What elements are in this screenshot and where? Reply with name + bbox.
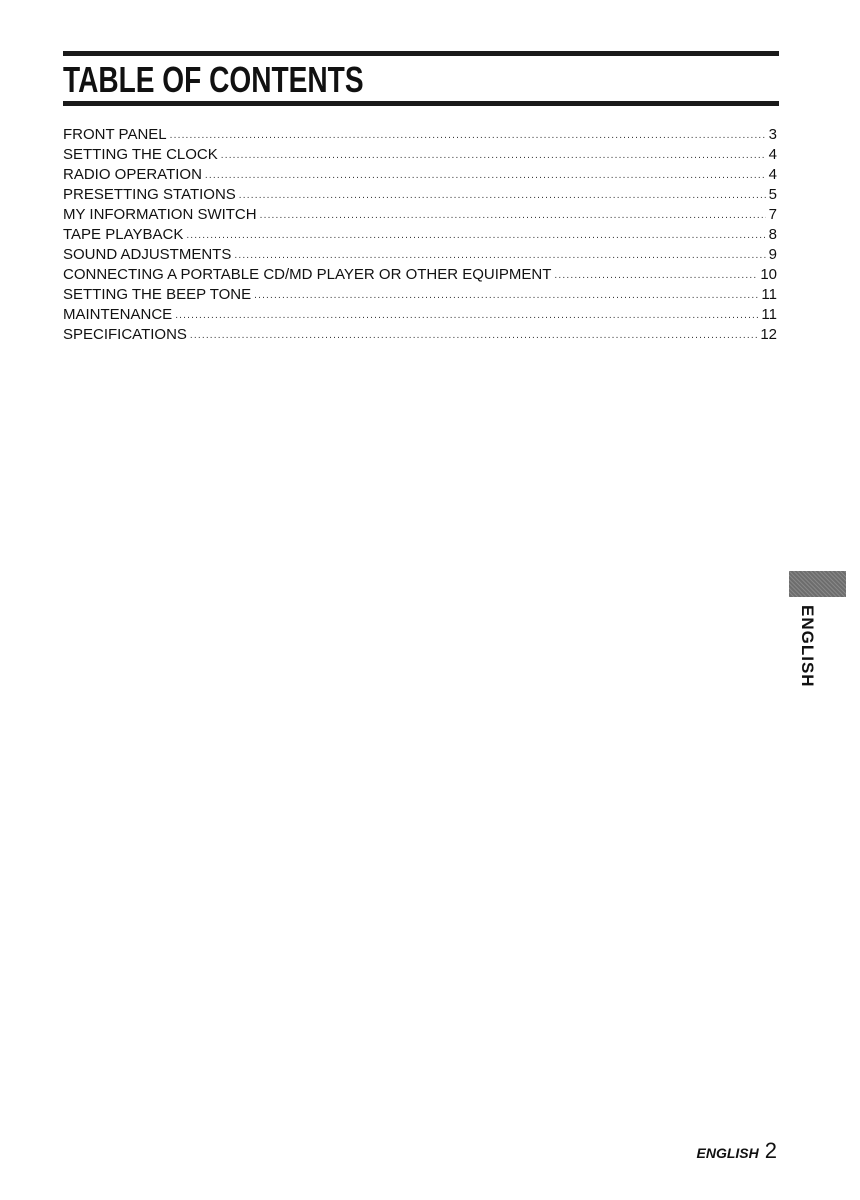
toc-entry-page: 4 — [768, 146, 777, 163]
toc-entry[interactable] — [63, 145, 777, 165]
toc-entry-page: 7 — [768, 206, 777, 223]
toc-entry-page: 3 — [768, 126, 777, 143]
toc-entry[interactable] — [63, 165, 777, 185]
toc-entry[interactable] — [63, 305, 777, 325]
dot-leader — [260, 206, 766, 226]
toc-entry[interactable] — [63, 125, 777, 145]
toc-entry-title: TAPE PLAYBACK — [63, 226, 184, 243]
toc-entry-title: SPECIFICATIONS — [63, 326, 187, 343]
page-footer — [697, 1138, 777, 1164]
page-number: 2 — [764, 1138, 777, 1163]
toc-entry-page: 5 — [768, 186, 777, 203]
table-of-contents — [63, 125, 777, 345]
footer-language: ENGLISH — [696, 1145, 759, 1161]
toc-entry[interactable] — [63, 245, 777, 265]
toc-entry[interactable] — [63, 225, 777, 245]
toc-entry-title: RADIO OPERATION — [63, 166, 202, 183]
toc-entry-page: 11 — [761, 286, 777, 303]
toc-entry-title: SETTING THE BEEP TONE — [63, 286, 252, 303]
toc-entry-page: 11 — [761, 306, 777, 323]
toc-entry-title: MAINTENANCE — [63, 306, 173, 323]
dot-leader — [175, 306, 758, 326]
toc-entry-title: MY INFORMATION SWITCH — [63, 206, 257, 223]
toc-entry-page: 9 — [768, 246, 777, 263]
dot-leader — [170, 126, 766, 146]
dot-leader — [234, 246, 765, 266]
toc-entry-page: 8 — [768, 226, 777, 243]
toc-entry-title: SOUND ADJUSTMENTS — [63, 246, 232, 263]
dot-leader — [554, 266, 757, 286]
page-title: TABLE OF CONTENTS — [63, 59, 364, 100]
toc-entry-title: FRONT PANEL — [63, 126, 167, 143]
toc-entry[interactable] — [63, 265, 777, 285]
dot-leader — [205, 166, 766, 186]
toc-entry-page: 10 — [760, 266, 777, 283]
dot-leader — [186, 226, 765, 246]
toc-entry[interactable] — [63, 325, 777, 345]
toc-entry[interactable] — [63, 205, 777, 225]
toc-entry[interactable] — [63, 185, 777, 205]
toc-entry-title: CONNECTING A PORTABLE CD/MD PLAYER OR OTHER EQUIPMENT — [63, 266, 552, 283]
toc-entry-page: 12 — [760, 326, 777, 343]
toc-entry-page: 4 — [768, 166, 777, 183]
language-tab-marker — [789, 571, 846, 597]
title-rule-top — [63, 51, 779, 56]
dot-leader — [221, 146, 766, 166]
toc-entry[interactable] — [63, 285, 777, 305]
dot-leader — [239, 186, 766, 206]
dot-leader — [190, 326, 757, 346]
toc-entry-title: SETTING THE CLOCK — [63, 146, 218, 163]
toc-entry-title: PRESETTING STATIONS — [63, 186, 236, 203]
dot-leader — [254, 286, 758, 306]
language-tab-label: ENGLISH — [798, 605, 817, 688]
title-rule-bottom — [63, 101, 779, 106]
